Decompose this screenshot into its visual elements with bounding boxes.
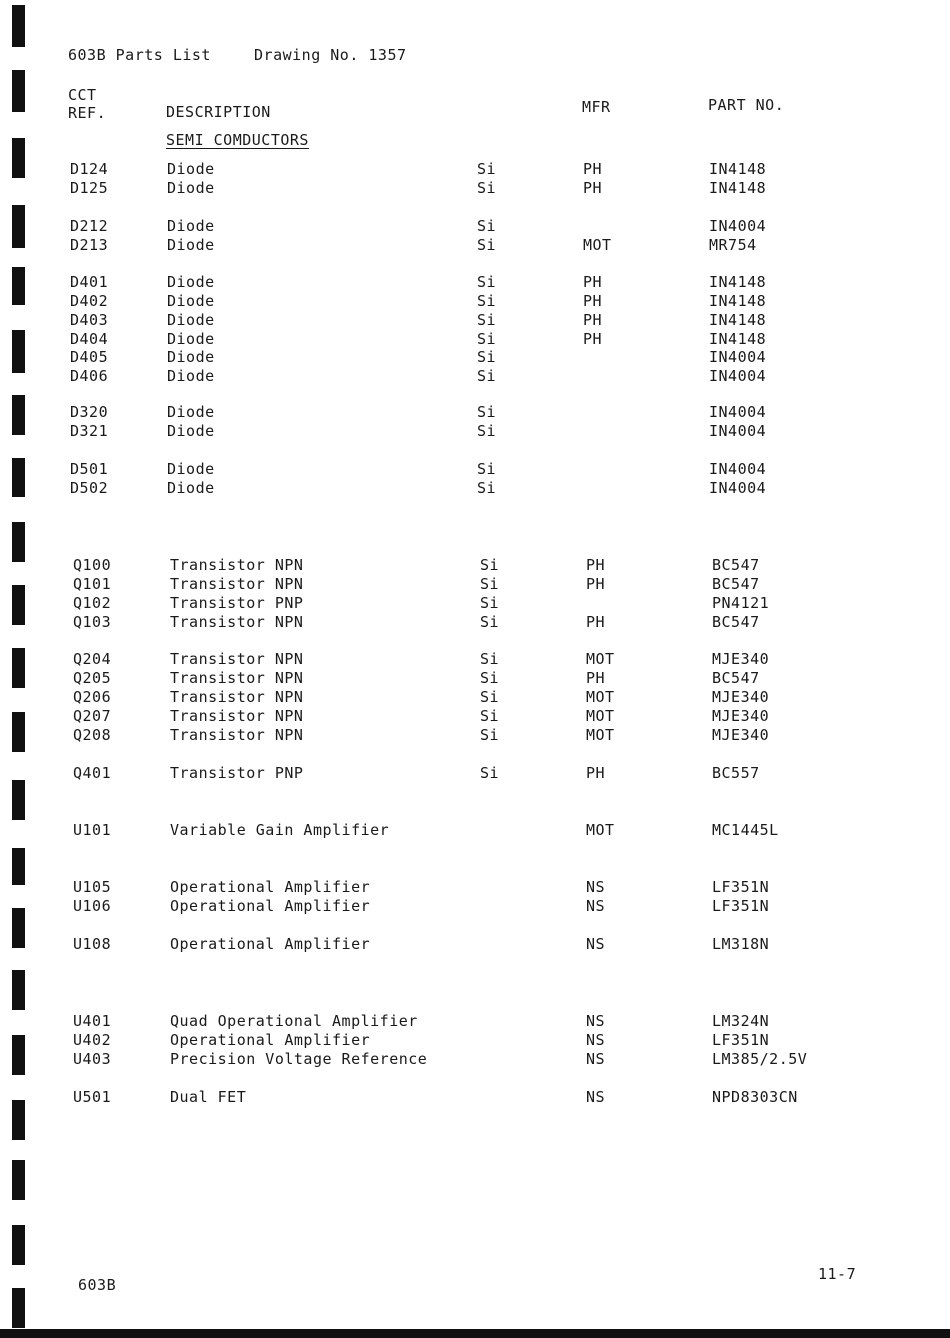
cell-ref: D124 (70, 160, 109, 178)
description-header: DESCRIPTION (166, 103, 271, 121)
cell-type: Si (477, 479, 497, 497)
cell-desc: Transistor NPN (170, 556, 304, 574)
binding-bar (12, 522, 25, 562)
cell-ref: U403 (73, 1050, 112, 1068)
cell-part: LM385/2.5V (712, 1050, 808, 1068)
cell-type: Si (480, 669, 500, 687)
cell-desc: Diode (167, 179, 215, 197)
cell-type: Si (477, 460, 497, 478)
binding-bar (12, 330, 25, 373)
cell-ref: U105 (73, 878, 112, 896)
cell-part: NPD8303CN (712, 1088, 798, 1106)
cell-mfr: MOT (586, 821, 615, 839)
cell-part: BC547 (712, 669, 760, 687)
cell-desc: Diode (167, 160, 215, 178)
binding-bar (12, 267, 25, 305)
cell-mfr: NS (586, 878, 606, 896)
cct-header-line2: REF. (68, 104, 107, 122)
binding-bar (12, 1035, 25, 1075)
cell-type: Si (477, 403, 497, 421)
cell-part: IN4004 (709, 348, 767, 366)
cell-mfr: PH (583, 311, 603, 329)
cell-mfr: PH (586, 575, 606, 593)
cell-mfr: PH (583, 330, 603, 348)
cell-part: IN4004 (709, 479, 767, 497)
cell-type: Si (477, 348, 497, 366)
cell-type: Si (477, 236, 497, 254)
cell-part: IN4148 (709, 273, 767, 291)
cell-desc: Operational Amplifier (170, 1031, 371, 1049)
part-no-header: PART NO. (708, 96, 785, 114)
cell-part: IN4004 (709, 422, 767, 440)
cell-part: BC547 (712, 556, 760, 574)
cell-type: Si (480, 613, 500, 631)
cell-ref: D125 (70, 179, 109, 197)
cell-type: Si (480, 726, 500, 744)
cell-ref: Q401 (73, 764, 112, 782)
cell-desc: Diode (167, 460, 215, 478)
cell-desc: Diode (167, 217, 215, 235)
cell-mfr: PH (586, 669, 606, 687)
cell-desc: Diode (167, 403, 215, 421)
cell-ref: D321 (70, 422, 109, 440)
binding-bar (12, 5, 25, 47)
cell-type: Si (477, 292, 497, 310)
cell-ref: D402 (70, 292, 109, 310)
cell-mfr: NS (586, 1012, 606, 1030)
cell-ref: D401 (70, 273, 109, 291)
cell-type: Si (480, 556, 500, 574)
cell-ref: Q101 (73, 575, 112, 593)
cell-part: LM318N (712, 935, 770, 953)
cell-part: MJE340 (712, 726, 770, 744)
cell-part: BC557 (712, 764, 760, 782)
cell-part: IN4148 (709, 160, 767, 178)
cell-type: Si (480, 650, 500, 668)
mfr-header: MFR (582, 98, 611, 116)
cell-desc: Transistor PNP (170, 594, 304, 612)
cell-type: Si (477, 311, 497, 329)
cell-desc: Transistor NPN (170, 650, 304, 668)
cell-ref: D502 (70, 479, 109, 497)
cell-part: MJE340 (712, 688, 770, 706)
cell-desc: Operational Amplifier (170, 897, 371, 915)
page-title (68, 46, 407, 64)
cell-mfr: NS (586, 935, 606, 953)
footer-model: 603B (78, 1276, 117, 1294)
cell-part: LF351N (712, 878, 770, 896)
cell-part: PN4121 (712, 594, 770, 612)
binding-bar (12, 848, 25, 885)
cell-type: Si (480, 764, 500, 782)
cell-mfr: PH (583, 179, 603, 197)
drawing-number: Drawing No. 1357 (254, 46, 407, 64)
cell-mfr: MOT (583, 236, 612, 254)
cell-type: Si (477, 422, 497, 440)
cell-desc: Quad Operational Amplifier (170, 1012, 418, 1030)
cell-part: IN4004 (709, 367, 767, 385)
cell-ref: U402 (73, 1031, 112, 1049)
cell-ref: D501 (70, 460, 109, 478)
cell-desc: Transistor NPN (170, 707, 304, 725)
cell-ref: D212 (70, 217, 109, 235)
cell-mfr: PH (586, 556, 606, 574)
binding-bar (12, 585, 25, 625)
cell-ref: Q100 (73, 556, 112, 574)
cell-ref: U501 (73, 1088, 112, 1106)
cell-type: Si (477, 160, 497, 178)
cell-desc: Operational Amplifier (170, 878, 371, 896)
cell-ref: D406 (70, 367, 109, 385)
cell-desc: Transistor NPN (170, 669, 304, 687)
cell-part: IN4148 (709, 292, 767, 310)
cell-desc: Transistor NPN (170, 575, 304, 593)
parts-list-title: 603B Parts List (68, 46, 211, 64)
cell-desc: Diode (167, 348, 215, 366)
binding-bar (12, 970, 25, 1010)
cell-type: Si (480, 707, 500, 725)
binding-bar (12, 712, 25, 752)
cell-mfr: PH (583, 160, 603, 178)
cell-ref: D404 (70, 330, 109, 348)
cell-desc: Diode (167, 367, 215, 385)
binding-bar (12, 780, 25, 820)
cell-part: IN4148 (709, 330, 767, 348)
cell-ref: Q207 (73, 707, 112, 725)
cell-type: Si (480, 594, 500, 612)
cell-mfr: MOT (586, 688, 615, 706)
cell-ref: U101 (73, 821, 112, 839)
binding-bar (12, 1160, 25, 1200)
cell-type: Si (477, 367, 497, 385)
cell-mfr: PH (586, 764, 606, 782)
cell-type: Si (477, 217, 497, 235)
cell-desc: Dual FET (170, 1088, 247, 1106)
cell-mfr: NS (586, 897, 606, 915)
cell-ref: Q205 (73, 669, 112, 687)
cell-type: Si (477, 273, 497, 291)
cell-part: IN4004 (709, 460, 767, 478)
cell-part: MR754 (709, 236, 757, 254)
cell-desc: Transistor PNP (170, 764, 304, 782)
cell-desc: Diode (167, 236, 215, 254)
cell-desc: Diode (167, 292, 215, 310)
cell-part: BC547 (712, 575, 760, 593)
cell-ref: U401 (73, 1012, 112, 1030)
cell-ref: Q102 (73, 594, 112, 612)
cell-part: LF351N (712, 1031, 770, 1049)
cell-ref: D405 (70, 348, 109, 366)
cell-type: Si (477, 179, 497, 197)
cell-part: MC1445L (712, 821, 779, 839)
cell-part: LF351N (712, 897, 770, 915)
cell-part: BC547 (712, 613, 760, 631)
cell-ref: U106 (73, 897, 112, 915)
cell-desc: Diode (167, 311, 215, 329)
cell-ref: D320 (70, 403, 109, 421)
binding-bar (12, 395, 25, 435)
cell-mfr: PH (586, 613, 606, 631)
cell-part: IN4148 (709, 311, 767, 329)
cell-part: LM324N (712, 1012, 770, 1030)
cell-type: Si (480, 688, 500, 706)
cell-desc: Variable Gain Amplifier (170, 821, 390, 839)
cell-desc: Transistor NPN (170, 613, 304, 631)
binding-bar (12, 1288, 25, 1328)
cell-part: MJE340 (712, 650, 770, 668)
cell-desc: Operational Amplifier (170, 935, 371, 953)
cell-mfr: NS (586, 1088, 606, 1106)
binding-bar (12, 1225, 25, 1265)
cell-ref: Q208 (73, 726, 112, 744)
cell-part: IN4004 (709, 403, 767, 421)
cell-ref: Q204 (73, 650, 112, 668)
page-bottom-edge (0, 1329, 950, 1338)
cell-desc: Diode (167, 479, 215, 497)
cell-ref: D213 (70, 236, 109, 254)
cell-type: Si (480, 575, 500, 593)
cell-desc: Precision Voltage Reference (170, 1050, 428, 1068)
cell-ref: D403 (70, 311, 109, 329)
cell-ref: Q206 (73, 688, 112, 706)
binding-bar (12, 205, 25, 248)
cell-ref: Q103 (73, 613, 112, 631)
cell-mfr: NS (586, 1050, 606, 1068)
binding-bar (12, 1100, 25, 1140)
cell-mfr: NS (586, 1031, 606, 1049)
cell-part: MJE340 (712, 707, 770, 725)
cell-desc: Diode (167, 330, 215, 348)
binding-bar (12, 70, 25, 112)
section-heading: SEMI COMDUCTORS (166, 131, 309, 149)
cell-mfr: MOT (586, 650, 615, 668)
page-number: 11-7 (818, 1265, 857, 1283)
cell-part: IN4004 (709, 217, 767, 235)
cell-mfr: MOT (586, 726, 615, 744)
cell-type: Si (477, 330, 497, 348)
cell-mfr: PH (583, 292, 603, 310)
cell-desc: Transistor NPN (170, 688, 304, 706)
binding-bar (12, 458, 25, 497)
cell-desc: Transistor NPN (170, 726, 304, 744)
binding-bar (12, 908, 25, 948)
cell-mfr: MOT (586, 707, 615, 725)
cell-mfr: PH (583, 273, 603, 291)
cell-desc: Diode (167, 273, 215, 291)
cell-part: IN4148 (709, 179, 767, 197)
cell-ref: U108 (73, 935, 112, 953)
binding-bar (12, 138, 25, 178)
cell-desc: Diode (167, 422, 215, 440)
binding-bar (12, 648, 25, 688)
cct-header-line1: CCT (68, 86, 97, 104)
